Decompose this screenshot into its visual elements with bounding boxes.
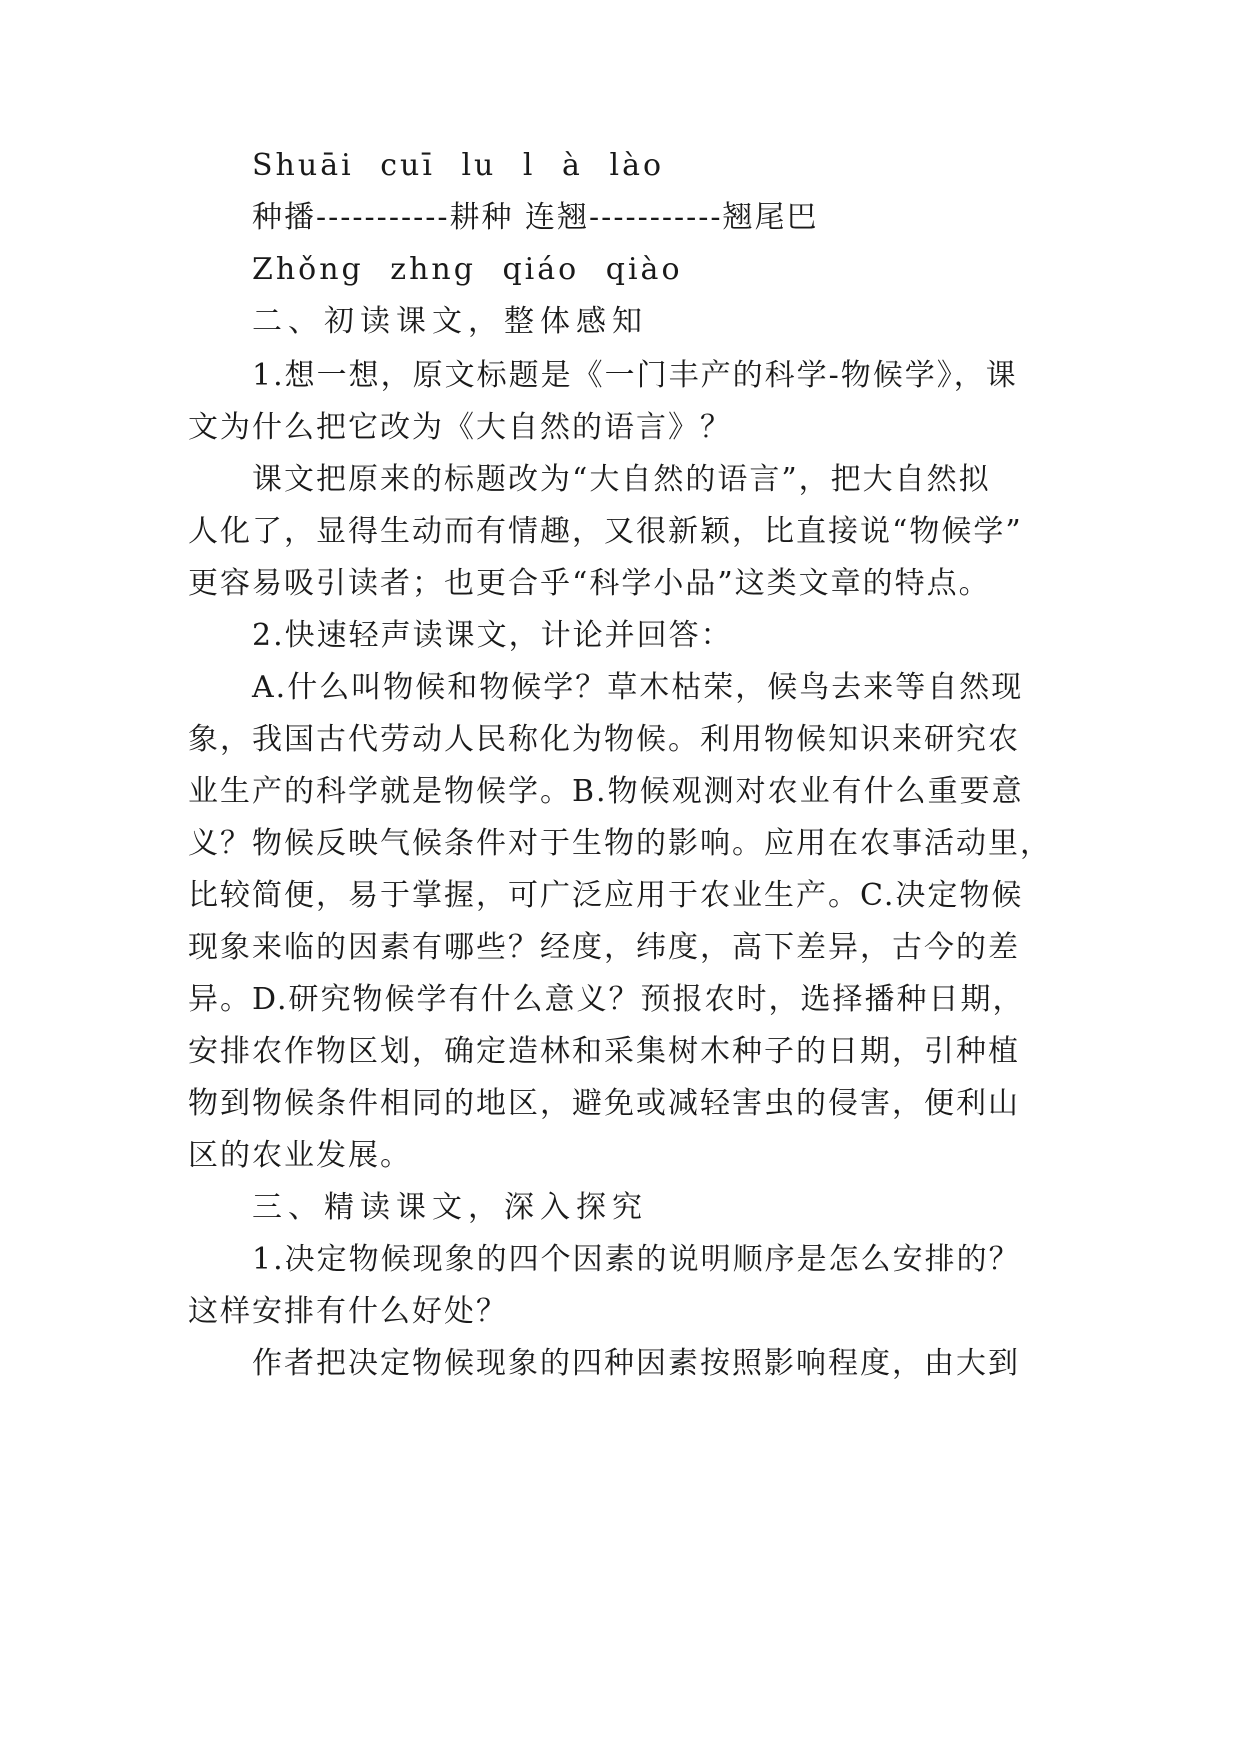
paragraph-line: 课文把原来的标题改为“大自然的语言”，把大自然拟: [252, 462, 991, 497]
paragraph-line: 更容易吸引读者；也更合乎“科学小品”这类文章的特点。: [188, 566, 991, 601]
question-line: 这样安排有什么好处？: [188, 1294, 508, 1329]
vocab-line: 种播-----------耕种 连翘-----------翘尾巴: [252, 200, 819, 235]
question-line: 2.快速轻声读课文，计论并回答：: [252, 618, 733, 653]
paragraph-line: 现象来临的因素有哪些？经度，纬度，高下差异，古今的差: [188, 930, 1020, 965]
section-heading: 二、初读课文，整体感知: [252, 304, 648, 339]
pinyin-line: Zhǒng zhng qiáo qiào: [252, 252, 683, 287]
paragraph-line: 业生产的科学就是物候学。B.物候观测对农业有什么重要意: [188, 774, 1024, 809]
question-line: 1.决定物候现象的四个因素的说明顺序是怎么安排的？: [252, 1242, 1021, 1277]
paragraph-line: 象，我国古代劳动人民称化为物候。利用物候知识来研究农: [188, 722, 1020, 757]
question-line: 文为什么把它改为《大自然的语言》？: [188, 410, 732, 445]
paragraph-line: 义？物候反映气候条件对于生物的影响。应用在农事活动里，: [188, 826, 1052, 861]
pinyin-line: Shuāi cuī lu l à lào: [252, 148, 665, 183]
paragraph-line: 异。D.研究物候学有什么意义？预报农时，选择播种日期，: [188, 982, 1025, 1017]
paragraph-line: 人化了，显得生动而有情趣，又很新颖，比直接说“物候学”: [188, 514, 1023, 549]
paragraph-line: 物到物候条件相同的地区，避免或减轻害虫的侵害，便利山: [188, 1086, 1020, 1121]
section-heading: 三、精读课文，深入探究: [252, 1190, 648, 1225]
paragraph-line: 作者把决定物候现象的四种因素按照影响程度，由大到: [252, 1346, 1020, 1381]
paragraph-line: 区的农业发展。: [188, 1138, 412, 1173]
paragraph-line: 安排农作物区划，确定造林和采集树木种子的日期，引种植: [188, 1034, 1020, 1069]
paragraph-line: A.什么叫物候和物候学？草木枯荣，候鸟去来等自然现: [252, 670, 1024, 705]
paragraph-line: 比较简便，易于掌握，可广泛应用于农业生产。C.决定物候: [188, 878, 1024, 913]
question-line: 1.想一想，原文标题是《一门丰产的科学-物候学》，课: [252, 358, 1018, 393]
